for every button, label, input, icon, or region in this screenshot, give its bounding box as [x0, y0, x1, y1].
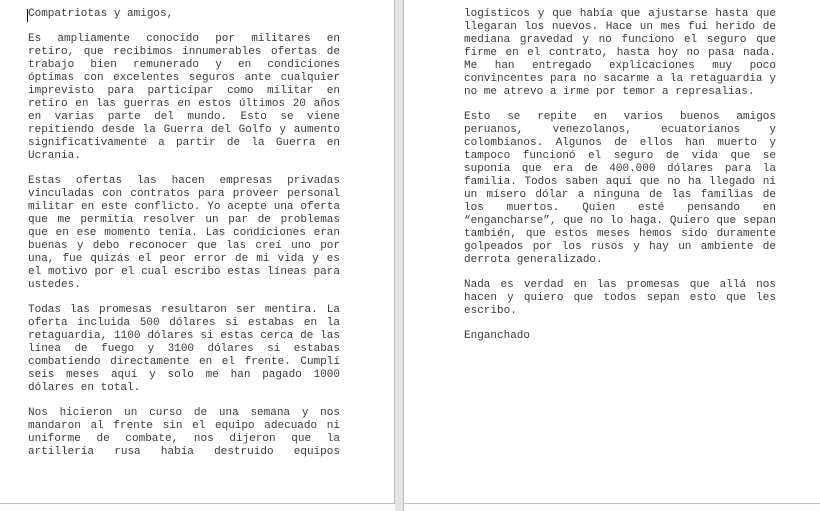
paragraph[interactable]: Compatriotas y amigos, [28, 8, 174, 20]
paragraph[interactable]: Enganchado [464, 330, 531, 342]
paragraph[interactable]: Es ampliamente conocido por militares en retiro, que recibimos innumerables ofertas de trabajo bien remunerado y en condiciones óptimas con excelentes seguros ante cualquier imprevisto para participar como militar en retiro en las guerras en estos últimos 20 años en varias parte del mundo. Esto se viene repitiendo desde la Guerra del Golfo y aumento significativamente a partir de la Guerra en Ucrania. [28, 33, 340, 162]
page-1-text[interactable] [28, 8, 340, 471]
page-gutter [395, 0, 404, 511]
paragraph[interactable]: Estas ofertas las hacen empresas privadas vinculadas con contratos para proveer personal militar en este conflicto. Yo acepte una oferta que me permitía resolver un par de problemas que en ese momento tenía. Las condiciones eran buenas y debo reconocer que las creí uno por una, fue quizás el peor error de mi vida y es el motivo por el cual escribo estas líneas para ustedes. [28, 175, 340, 291]
page-2[interactable] [404, 0, 820, 504]
page-2-text[interactable] [464, 8, 776, 355]
paragraph[interactable]: logísticos y que había que ajustarse hasta que llegaran los nuevos. Hace un mes fui herido de mediana gravedad y no funciono el seguro que firme en el contrato, hasta hoy no pasa nada. Me han entregado explicaciones muy poco convincentes para no sacarme a la retaguardia y no me atrevo a irme por temor a represalias. [464, 8, 776, 98]
page-1[interactable] [0, 0, 395, 504]
paragraph[interactable]: Nada es verdad en las promesas que allá nos hacen y quiero que todos sepan esto que les escribo. [464, 279, 776, 317]
paragraph[interactable]: Nos hicieron un curso de una semana y nos mandaron al frente sin el equipo adecuado ni uniforme de combate, nos dijeron que la artillería rusa había destruido equipos [28, 407, 340, 458]
paragraph[interactable]: Esto se repite en varios buenos amigos peruanos, venezolanos, ecuatorianos y colombianos. Algunos de ellos han muerto y tampoco funcionó el seguro de vida que se suponía que era de 400.000 dólares para la familia. Todos saben aquí que no ha llegado ni un mísero dólar a ninguna de las familias de los muertos. Quien esté pensando en “engancharse”, que no lo haga. Quiero que sepan también, que estos meses hemos sido duramente golpeados por los rusos y hay un ambiente de derrota generalizado. [464, 111, 776, 266]
paragraph[interactable]: Todas las promesas resultaron ser mentira. La oferta incluida 500 dólares si estabas en la retaguardia, 1100 dólares si estas cerca de las línea de fuego y 3100 dólares si estabas combatiendo directamente en el frente. Cumplí seis meses aquí y solo me han pagado 1000 dólares en total. [28, 304, 340, 394]
